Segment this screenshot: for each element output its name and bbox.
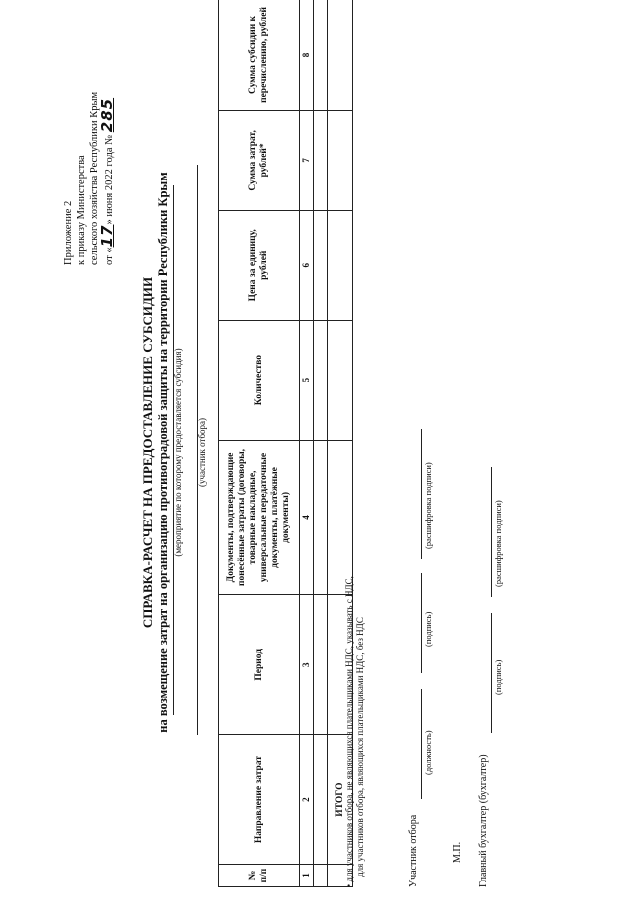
table-cell[interactable] [314, 735, 328, 865]
table-row [314, 0, 328, 887]
accountant-decoding-field[interactable] [491, 467, 492, 597]
header-unit-price: Цена за единицу, рублей [219, 210, 300, 320]
participant-caption: (участник отбора) [197, 417, 207, 488]
table-cell[interactable] [314, 440, 328, 595]
header-documents: Документы, подтверждающие понесённые затраты (договоры, товарные накладные, универсальные передаточные документы, платёжные документы) [219, 440, 300, 595]
column-number: 2 [300, 735, 314, 865]
document-title: СПРАВКА-РАСЧЕТ НА ПРЕДОСТАВЛЕНИЕ СУБСИДИИ [140, 276, 155, 629]
position-field[interactable] [421, 689, 422, 799]
signature-field[interactable] [421, 573, 422, 673]
accountant-signature-field[interactable] [491, 613, 492, 733]
column-number: 8 [300, 0, 314, 110]
table-header-row [219, 0, 300, 887]
appendix-line-3: сельского хозяйства Республики Крым [89, 91, 100, 265]
signature-caption: (подпись) [423, 611, 433, 647]
table-cell[interactable] [314, 320, 328, 440]
appendix-block [62, 5, 116, 265]
column-number: 7 [300, 110, 314, 210]
header-number: № п/п [219, 865, 300, 887]
table-cell[interactable] [314, 0, 328, 110]
header-quantity: Количество [219, 320, 300, 440]
accountant-label: Главный бухгалтер (бухгалтер) [478, 754, 489, 887]
accountant-decoding-caption: (расшифровка подписи) [493, 500, 503, 587]
event-caption: (мероприятие по которому предоставляется субсидия) [173, 348, 183, 557]
document-subtitle: на возмещение затрат на организацию противоградовой защиты на территории Республики Крым [156, 172, 170, 733]
date-middle: » июня 2022 года № [104, 134, 115, 225]
position-caption: (должность) [423, 730, 433, 775]
table-cell[interactable] [328, 0, 353, 110]
handwritten-number: 285 [98, 97, 116, 133]
total-label: ИТОГО [328, 735, 353, 865]
column-number: 6 [300, 210, 314, 320]
header-period: Период [219, 595, 300, 735]
table-cell[interactable] [314, 210, 328, 320]
table-cell[interactable] [314, 595, 328, 735]
appendix-line-1: Приложение 2 [63, 200, 74, 265]
table-cell[interactable] [328, 210, 353, 320]
table-row-numbers [300, 0, 314, 887]
date-prefix: от « [104, 247, 115, 265]
table-cell[interactable] [314, 865, 328, 887]
decoding-field[interactable] [421, 429, 422, 559]
footnote-1: • для участников отбора, не являющихся плательщиками НДС, указывать с НДС, [344, 576, 354, 887]
header-subsidy-sum: Сумма субсидии к перечислению, рублей [219, 0, 300, 110]
stamp-label: М.П. [452, 841, 463, 863]
footnotes [344, 576, 366, 887]
column-number: 4 [300, 440, 314, 595]
column-number: 3 [300, 595, 314, 735]
column-number: 5 [300, 320, 314, 440]
table-cell[interactable] [314, 110, 328, 210]
footnote-2: для участников отбора, являющихся плательщиками НДС, без НДС [355, 617, 365, 877]
accountant-signature-caption: (подпись) [493, 659, 503, 695]
appendix-line-2: к приказу Министерства [76, 155, 87, 265]
handwritten-day: 17 [98, 224, 116, 248]
column-number: 1 [300, 865, 314, 887]
appendix-date-line [98, 5, 116, 265]
calculation-table [218, 0, 353, 887]
header-direction: Направление затрат [219, 735, 300, 865]
table-cell[interactable] [328, 320, 353, 440]
table-cell[interactable] [328, 440, 353, 595]
table-cell[interactable] [328, 110, 353, 210]
header-cost-sum: Сумма затрат, рублей* [219, 110, 300, 210]
participant-label: Участник отбора [408, 814, 419, 887]
decoding-caption: (расшифровка подписи) [423, 462, 433, 549]
